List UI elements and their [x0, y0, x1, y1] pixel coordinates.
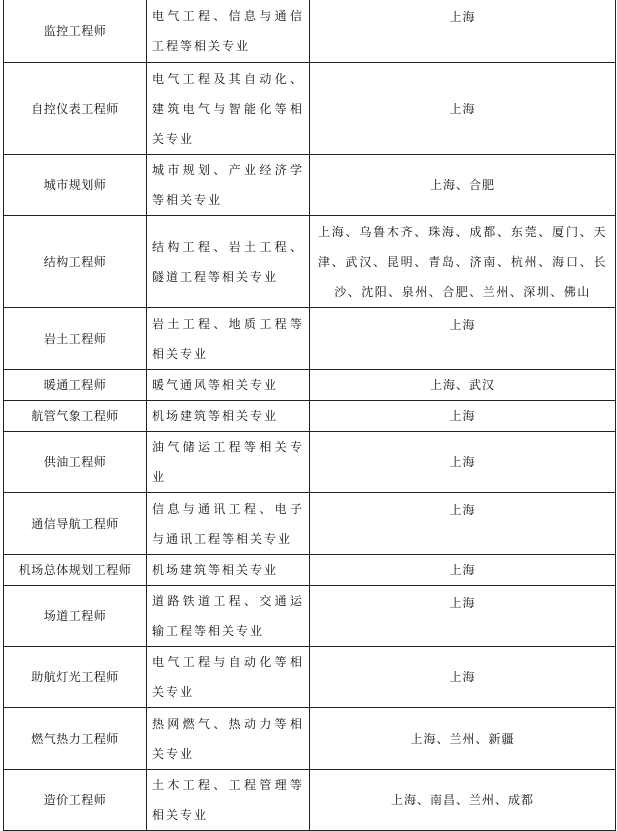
- work-location: 上海: [310, 63, 616, 155]
- position-title: 助航灯光工程师: [4, 647, 147, 708]
- position-title: 燃气热力工程师: [4, 708, 147, 770]
- position-title: 航管气象工程师: [4, 401, 147, 432]
- table-row: [4, 401, 616, 432]
- work-location: 上海、兰州、新疆: [310, 708, 616, 770]
- position-title: 监控工程师: [4, 0, 147, 63]
- table-row: [4, 0, 616, 63]
- position-title: 岩土工程师: [4, 308, 147, 370]
- work-location: 上海: [310, 401, 616, 432]
- table-row: [4, 770, 616, 831]
- work-location: 上海、武汉: [310, 370, 616, 401]
- work-location: 上海: [310, 308, 616, 370]
- position-title: 通信导航工程师: [4, 493, 147, 555]
- position-title: 场道工程师: [4, 586, 147, 647]
- position-title: 机场总体规划工程师: [4, 555, 147, 586]
- position-title: 供油工程师: [4, 432, 147, 493]
- table-row: [4, 155, 616, 216]
- major-requirement: 机场建筑等相关专业: [147, 401, 310, 432]
- major-requirement: 城市规划、产业经济学等相关专业: [147, 155, 310, 216]
- work-location: 上海、乌鲁木齐、珠海、成都、东莞、厦门、天津、武汉、昆明、青岛、济南、杭州、海口、长沙、沈阳、泉州、合肥、兰州、深圳、佛山: [310, 216, 616, 308]
- table-row: [4, 432, 616, 493]
- work-location: 上海: [310, 432, 616, 493]
- position-title: 造价工程师: [4, 770, 147, 831]
- work-location: 上海: [310, 586, 616, 647]
- work-location: 上海、南昌、兰州、成都: [310, 770, 616, 831]
- position-title: 城市规划师: [4, 155, 147, 216]
- work-location: 上海: [310, 0, 616, 63]
- major-requirement: 土木工程、工程管理等相关专业: [147, 770, 310, 831]
- table-row: [4, 708, 616, 770]
- major-requirement: 岩土工程、地质工程等相关专业: [147, 308, 310, 370]
- positions-table: [3, 0, 616, 831]
- work-location: 上海、合肥: [310, 155, 616, 216]
- major-requirement: 结构工程、岩土工程、隧道工程等相关专业: [147, 216, 310, 308]
- work-location: 上海: [310, 493, 616, 555]
- table-row: [4, 216, 616, 308]
- work-location: 上海: [310, 555, 616, 586]
- major-requirement: 热网燃气、热动力等相关专业: [147, 708, 310, 770]
- major-requirement: 暖气通风等相关专业: [147, 370, 310, 401]
- table-row: [4, 647, 616, 708]
- position-title: 暖通工程师: [4, 370, 147, 401]
- major-requirement: 油气储运工程等相关专业: [147, 432, 310, 493]
- major-requirement: 信息与通讯工程、电子与通讯工程等相关专业: [147, 493, 310, 555]
- table-row: [4, 493, 616, 555]
- table-row: [4, 370, 616, 401]
- major-requirement: 电气工程与自动化等相关专业: [147, 647, 310, 708]
- table-row: [4, 555, 616, 586]
- major-requirement: 电气工程及其自动化、建筑电气与智能化等相关专业: [147, 63, 310, 155]
- position-title: 自控仪表工程师: [4, 63, 147, 155]
- table-row: [4, 308, 616, 370]
- work-location: 上海: [310, 647, 616, 708]
- table-row: [4, 586, 616, 647]
- major-requirement: 道路铁道工程、交通运输工程等相关专业: [147, 586, 310, 647]
- major-requirement: 机场建筑等相关专业: [147, 555, 310, 586]
- table-row: [4, 63, 616, 155]
- position-title: 结构工程师: [4, 216, 147, 308]
- major-requirement: 电气工程、信息与通信工程等相关专业: [147, 0, 310, 63]
